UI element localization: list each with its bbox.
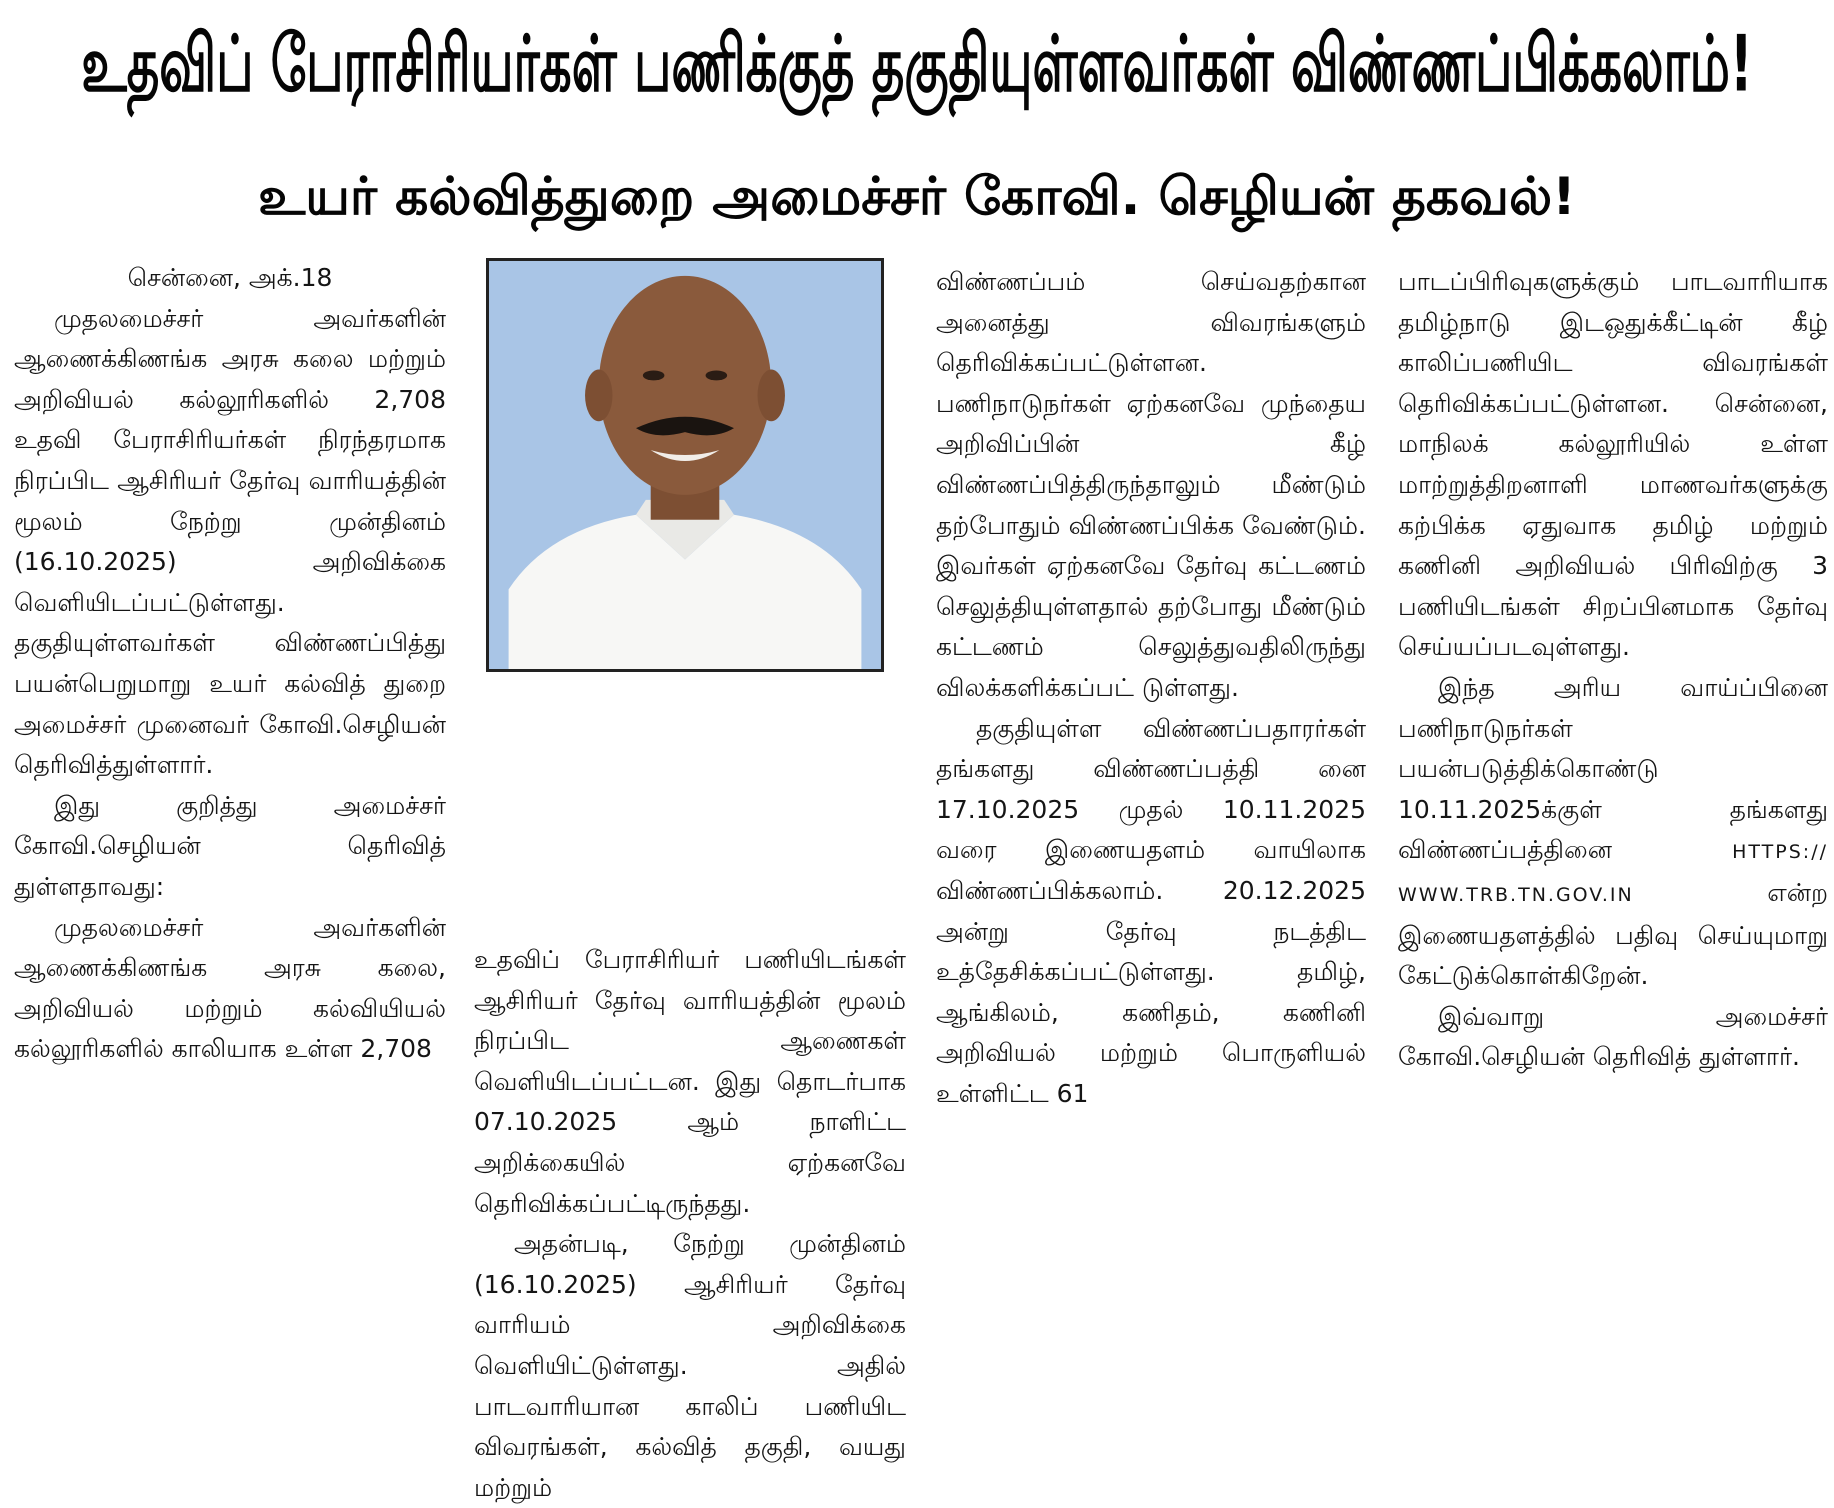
paragraph [1398,668,1828,997]
paragraph: இது குறித்து அமைச்சர் கோவி.செழியன் தெரிவித் துள்ளதாவது: [14,790,446,901]
paragraph: உதவிப் பேராசிரியர் பணியிடங்கள் ஆசிரியர் தேர்வு வாரியத்தின் மூலம் நிரப்பிட ஆணைகள் வெளியிடப்பட்டன. இது தொடர்பாக 07.10.2025 ஆம் நாளிட்ட அறிக்கையில் ஏற்கனவே தெரிவிக்கப்பட்டிருந்தது. [474,945,906,1218]
paragraph: பாடப்பிரிவுகளுக்கும் பாடவாரியாக தமிழ்நாடு இடஒதுக்கீட்டின் கீழ் காலிப்பணியிட விவரங்கள் தெரிவிக்கப்பட்டுள்ளன. சென்னை, மாநிலக் கல்லூரியில் உள்ள மாற்றுத்திறனாளி மாணவர்களுக்கு கற்பிக்க ஏதுவாக தமிழ் மற்றும் கணினி அறிவியல் பிரிவிற்கு 3 பணியிடங்கள் சிறப்பினமாக தேர்வு செய்யப்படவுள்ளது. [1398,267,1828,662]
subheadline: உயர் கல்வித்துறை அமைச்சர் கோவி. செழியன் தகவல்! [258,167,1576,227]
paragraph: அதன்படி, நேற்று முன்தினம் (16.10.2025) ஆசிரியர் தேர்வு வாரியம் அறிவிக்கை வெளியிட்டுள்ளது. அதில் பாடவாரியான காலிப் பணியிட விவரங்கள், கல்வித் தகுதி, வயது மற்றும் [474,1229,906,1502]
paragraph: தகுதியுள்ள விண்ணப்பதாரர்கள் தங்களது விண்ணப்பத்தி னை 17.10.2025 முதல் 10.11.2025 வரை இணையதளம் வாயிலாக விண்ணப்பிக்கலாம். 20.12.2025 அன்று தேர்வு நடத்திட உத்தேசிக்கப்பட்டுள்ளது. தமிழ், ஆங்கிலம், கணிதம், கணினி அறிவியல் மற்றும் பொருளியல் உள்ளிட்ட 61 [936,713,1366,1108]
paragraph-text: என்ற இணையதளத்தில் பதிவு செய்யுமாறு கேட்டுக்கொள்கிறேன். [1398,877,1828,991]
article-column-1 [14,258,446,1358]
paragraph-text: இந்த அரிய வாய்ப்பினை பணிநாடுநர்கள் பயன்படுத்திக்கொண்டு 10.11.2025க்குள் தங்களது விண்ணப்பத்தினை [1398,672,1828,865]
paragraph: முதலமைச்சர் அவர்களின் ஆணைக்கிணங்க அரசு கலை, அறிவியல் மற்றும் கல்வியியல் கல்லூரிகளில் காலியாக உள்ள 2,708 [14,912,446,1064]
minister-photo [486,258,884,672]
article-column-4 [1398,262,1828,1362]
dateline: சென்னை, அக்.18 [127,263,333,292]
article-column-3 [936,262,1366,1362]
website-url: HTTPS:// WWW.TRB.TN.GOV.IN [1398,841,1828,906]
paragraph: முதலமைச்சர் அவர்களின் ஆணைக்கிணங்க அரசு கலை மற்றும் அறிவியல் கல்லூரிகளில் 2,708 உதவி பேராசிரியர்கள் நிரந்தரமாக நிரப்பிட ஆசிரியர் தேர்வு வாரியத்தின் மூலம் நேற்று முன்தினம் (16.10.2025) அறிவிக்கை வெளியிடப்பட்டுள்ளது. தகுதியுள்ளவர்கள் விண்ணப்பித்து பயன்பெறுமாறு உயர் கல்வித் துறை அமைச்சர் முனைவர் கோவி.செழியன் தெரிவித்துள்ளார். [14,303,446,780]
article-column-2 [474,940,906,1502]
headline: உதவிப் பேராசிரியர்கள் பணிக்குத் தகுதியுள்ளவர்கள் விண்ணப்பிக்கலாம்! [81,19,1753,110]
paragraph: விண்ணப்பம் செய்வதற்கான அனைத்து விவரங்களும் தெரிவிக்கப்பட்டுள்ளன. பணிநாடுநர்கள் ஏற்கனவே முந்தைய அறிவிப்பின் கீழ் விண்ணப்பித்திருந்தாலும் மீண்டும் தற்போதும் விண்ணப்பிக்க வேண்டும். இவர்கள் ஏற்கனவே தேர்வு கட்டணம் செலுத்தியுள்ளதால் தற்போது மீண்டும் கட்டணம் செலுத்துவதிலிருந்து விலக்களிக்கப்பட் டுள்ளது. [936,267,1366,702]
paragraph: இவ்வாறு அமைச்சர் கோவி.செழியன் தெரிவித் துள்ளார். [1398,1001,1828,1072]
